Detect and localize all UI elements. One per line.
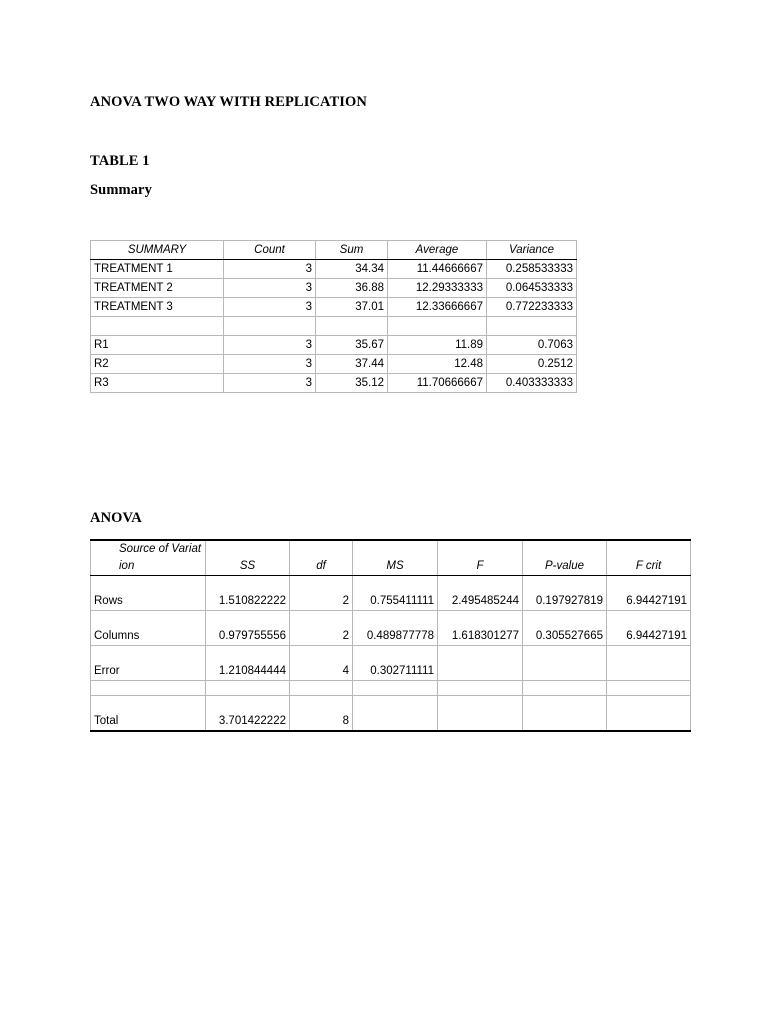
pvalue-cell bbox=[523, 646, 607, 681]
table-row bbox=[91, 374, 577, 393]
table-row bbox=[91, 611, 691, 646]
source-cell: Rows bbox=[91, 576, 206, 611]
variance-cell: 0.064533333 bbox=[487, 279, 577, 298]
table-row bbox=[91, 576, 691, 611]
average-cell: 11.89 bbox=[388, 336, 487, 355]
row-label: TREATMENT 1 bbox=[91, 260, 224, 279]
table-row bbox=[91, 260, 577, 279]
source-cell: Columns bbox=[91, 611, 206, 646]
fcrit-cell bbox=[607, 681, 691, 696]
count-cell: 3 bbox=[224, 336, 316, 355]
summary-header-count: Count bbox=[224, 241, 316, 260]
fcrit-cell: 6.94427191 bbox=[607, 576, 691, 611]
variance-cell: 0.772233333 bbox=[487, 298, 577, 317]
ms-cell bbox=[353, 696, 438, 732]
f-cell: 1.618301277 bbox=[438, 611, 523, 646]
table-row bbox=[91, 646, 691, 681]
ss-cell: 0.979755556 bbox=[206, 611, 290, 646]
anova-header-source: Source of Variation bbox=[91, 540, 206, 576]
sum-cell: 37.44 bbox=[316, 355, 388, 374]
summary-subtitle: Summary bbox=[90, 182, 152, 198]
average-cell: 12.29333333 bbox=[388, 279, 487, 298]
anova-header-ms: MS bbox=[353, 540, 438, 576]
average-cell: 12.48 bbox=[388, 355, 487, 374]
fcrit-cell: 6.94427191 bbox=[607, 611, 691, 646]
ss-cell: 1.210844444 bbox=[206, 646, 290, 681]
source-cell bbox=[91, 681, 206, 696]
source-cell: Total bbox=[91, 696, 206, 732]
anova-header-f: F bbox=[438, 540, 523, 576]
document-title: ANOVA TWO WAY WITH REPLICATION bbox=[90, 94, 367, 110]
row-label: R3 bbox=[91, 374, 224, 393]
pvalue-cell: 0.305527665 bbox=[523, 611, 607, 646]
pvalue-cell bbox=[523, 681, 607, 696]
count-cell: 3 bbox=[224, 298, 316, 317]
fcrit-cell bbox=[607, 696, 691, 732]
table-row bbox=[91, 317, 577, 336]
f-cell: 2.495485244 bbox=[438, 576, 523, 611]
sum-cell: 35.67 bbox=[316, 336, 388, 355]
row-label: R2 bbox=[91, 355, 224, 374]
count-cell: 3 bbox=[224, 260, 316, 279]
table-row bbox=[91, 355, 577, 374]
ss-cell: 1.510822222 bbox=[206, 576, 290, 611]
sum-cell: 35.12 bbox=[316, 374, 388, 393]
source-cell: Error bbox=[91, 646, 206, 681]
variance-cell: 0.403333333 bbox=[487, 374, 577, 393]
summary-header-average: Average bbox=[388, 241, 487, 260]
ms-cell bbox=[353, 681, 438, 696]
table-row bbox=[91, 336, 577, 355]
f-cell bbox=[438, 646, 523, 681]
table-row bbox=[91, 681, 691, 696]
table-row bbox=[91, 696, 691, 732]
average-cell: 11.70666667 bbox=[388, 374, 487, 393]
sum-cell: 34.34 bbox=[316, 260, 388, 279]
count-cell: 3 bbox=[224, 279, 316, 298]
df-cell bbox=[290, 681, 353, 696]
average-cell: 11.44666667 bbox=[388, 260, 487, 279]
row-label: TREATMENT 2 bbox=[91, 279, 224, 298]
table1-title: TABLE 1 bbox=[90, 153, 150, 169]
summary-header-variance: Variance bbox=[487, 241, 577, 260]
variance-cell bbox=[487, 317, 577, 336]
ss-cell: 3.701422222 bbox=[206, 696, 290, 732]
f-cell bbox=[438, 696, 523, 732]
anova-table bbox=[90, 539, 691, 732]
sum-cell: 37.01 bbox=[316, 298, 388, 317]
pvalue-cell bbox=[523, 696, 607, 732]
ms-cell: 0.302711111 bbox=[353, 646, 438, 681]
row-label: R1 bbox=[91, 336, 224, 355]
count-cell bbox=[224, 317, 316, 336]
variance-cell: 0.258533333 bbox=[487, 260, 577, 279]
ms-cell: 0.489877778 bbox=[353, 611, 438, 646]
anova-title: ANOVA bbox=[90, 510, 142, 526]
summary-header-row bbox=[91, 241, 577, 260]
variance-cell: 0.2512 bbox=[487, 355, 577, 374]
df-cell: 2 bbox=[290, 611, 353, 646]
row-label: TREATMENT 3 bbox=[91, 298, 224, 317]
anova-header-pvalue: P-value bbox=[523, 540, 607, 576]
df-cell: 2 bbox=[290, 576, 353, 611]
anova-header-fcrit: F crit bbox=[607, 540, 691, 576]
anova-header-ss: SS bbox=[206, 540, 290, 576]
sum-cell bbox=[316, 317, 388, 336]
average-cell: 12.33666667 bbox=[388, 298, 487, 317]
variance-cell: 0.7063 bbox=[487, 336, 577, 355]
summary-header-sum: Sum bbox=[316, 241, 388, 260]
table-row bbox=[91, 279, 577, 298]
table-row bbox=[91, 298, 577, 317]
df-cell: 4 bbox=[290, 646, 353, 681]
pvalue-cell: 0.197927819 bbox=[523, 576, 607, 611]
count-cell: 3 bbox=[224, 374, 316, 393]
ss-cell bbox=[206, 681, 290, 696]
summary-table bbox=[90, 240, 577, 393]
average-cell bbox=[388, 317, 487, 336]
summary-header-summary: SUMMARY bbox=[91, 241, 224, 260]
ms-cell: 0.755411111 bbox=[353, 576, 438, 611]
df-cell: 8 bbox=[290, 696, 353, 732]
row-label bbox=[91, 317, 224, 336]
count-cell: 3 bbox=[224, 355, 316, 374]
anova-header-row bbox=[91, 540, 691, 576]
f-cell bbox=[438, 681, 523, 696]
fcrit-cell bbox=[607, 646, 691, 681]
anova-header-df: df bbox=[290, 540, 353, 576]
sum-cell: 36.88 bbox=[316, 279, 388, 298]
